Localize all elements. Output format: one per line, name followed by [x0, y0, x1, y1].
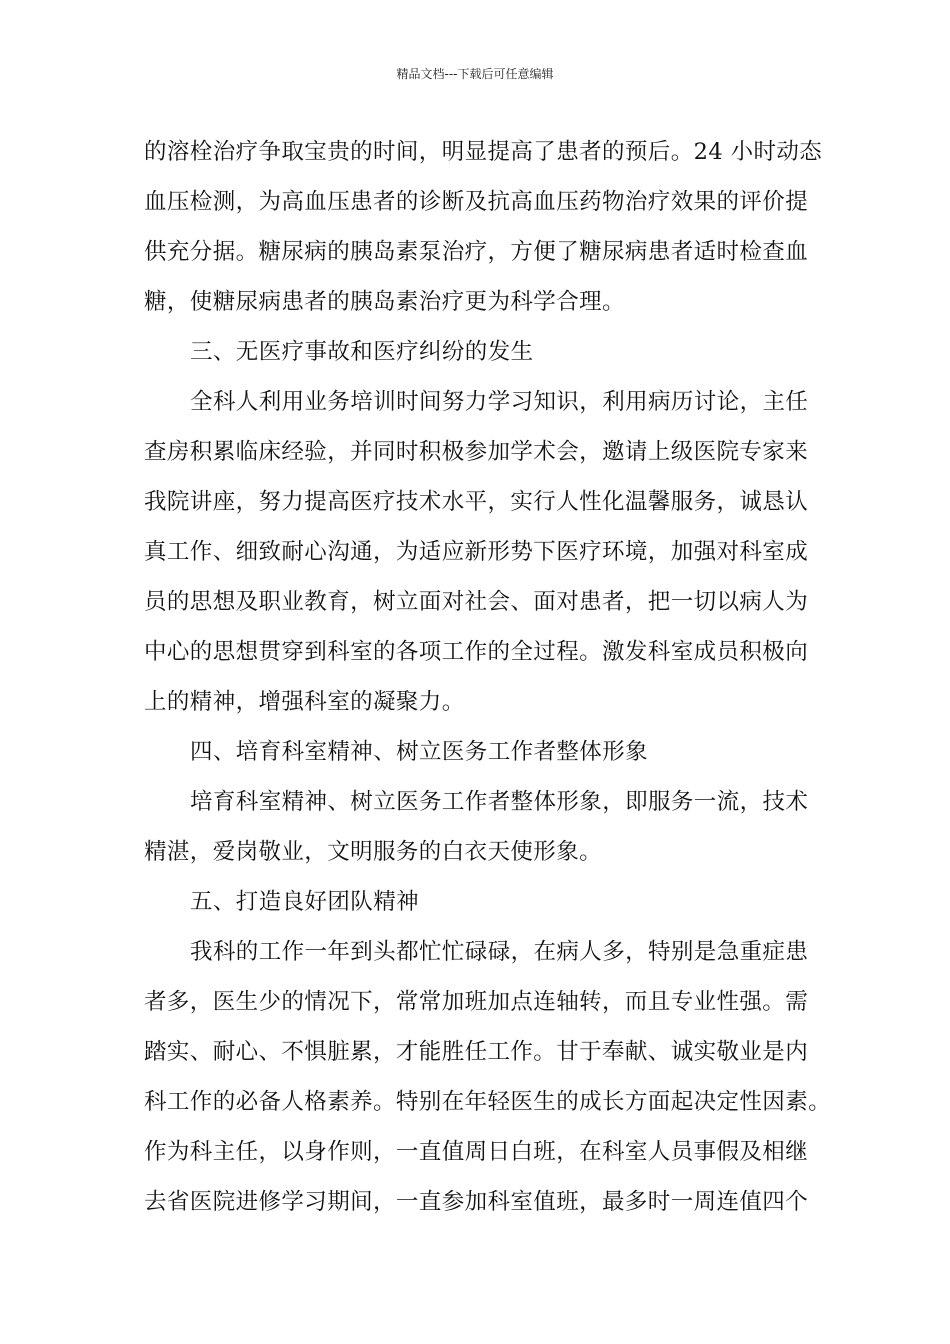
- text-line: 作为科主任，以身作则，一直值周日白班，在科室人员事假及相继: [144, 1139, 809, 1165]
- text-line: 供充分据。糖尿病的胰岛素泵治疗，方便了糖尿病患者适时检查血: [144, 239, 809, 265]
- document-body: [144, 127, 832, 1227]
- text-line: 培育科室精神、树立医务工作者整体形象，即服务一流，技术: [190, 789, 809, 815]
- text-line: 上的精神，增强科室的凝聚力。: [144, 689, 465, 715]
- text-line: 查房积累临床经验，并同时积极参加学术会，邀请上级医院专家来: [144, 439, 809, 465]
- text-line: 精湛，爱岗敬业，文明服务的白衣天使形象。: [144, 839, 603, 865]
- section-heading: 四、培育科室精神、树立医务工作者整体形象: [190, 739, 649, 765]
- text-line: 踏实、耐心、不惧脏累，才能胜任工作。甘于奉献、诚实敬业是内: [144, 1039, 809, 1065]
- section-heading: 三、无医疗事故和医疗纠纷的发生: [190, 339, 534, 365]
- text-line: 员的思想及职业教育，树立面对社会、面对患者，把一切以病人为: [144, 589, 809, 615]
- text-line: 科工作的必备人格素养。特别在年轻医生的成长方面起决定性因素。: [144, 1089, 832, 1115]
- text-line: 我院讲座，努力提高医疗技术水平，实行人性化温馨服务，诚恳认: [144, 489, 809, 515]
- text-line: 全科人利用业务培训时间努力学习知识，利用病历讨论，主任: [190, 389, 809, 415]
- text-line: 的溶栓治疗争取宝贵的时间，明显提高了患者的预后。24 小时动态: [144, 139, 823, 165]
- text-line: 血压检测，为高血压患者的诊断及抗高血压药物治疗效果的评价提: [144, 189, 809, 215]
- page-header: 精品文档---下载后可任意编辑: [396, 67, 554, 81]
- text-line: 去省医院进修学习期间，一直参加科室值班，最多时一周连值四个: [144, 1189, 809, 1215]
- text-line: 中心的思想贯穿到科室的各项工作的全过程。激发科室成员积极向: [144, 639, 809, 665]
- text-line: 者多，医生少的情况下，常常加班加点连轴转，而且专业性强。需: [144, 989, 809, 1015]
- text-line: 真工作、细致耐心沟通，为适应新形势下医疗环境，加强对科室成: [144, 539, 809, 565]
- text-line: 糖，使糖尿病患者的胰岛素治疗更为科学合理。: [144, 289, 625, 315]
- section-heading: 五、打造良好团队精神: [190, 889, 420, 915]
- text-line: 我科的工作一年到头都忙忙碌碌，在病人多，特别是急重症患: [190, 939, 809, 965]
